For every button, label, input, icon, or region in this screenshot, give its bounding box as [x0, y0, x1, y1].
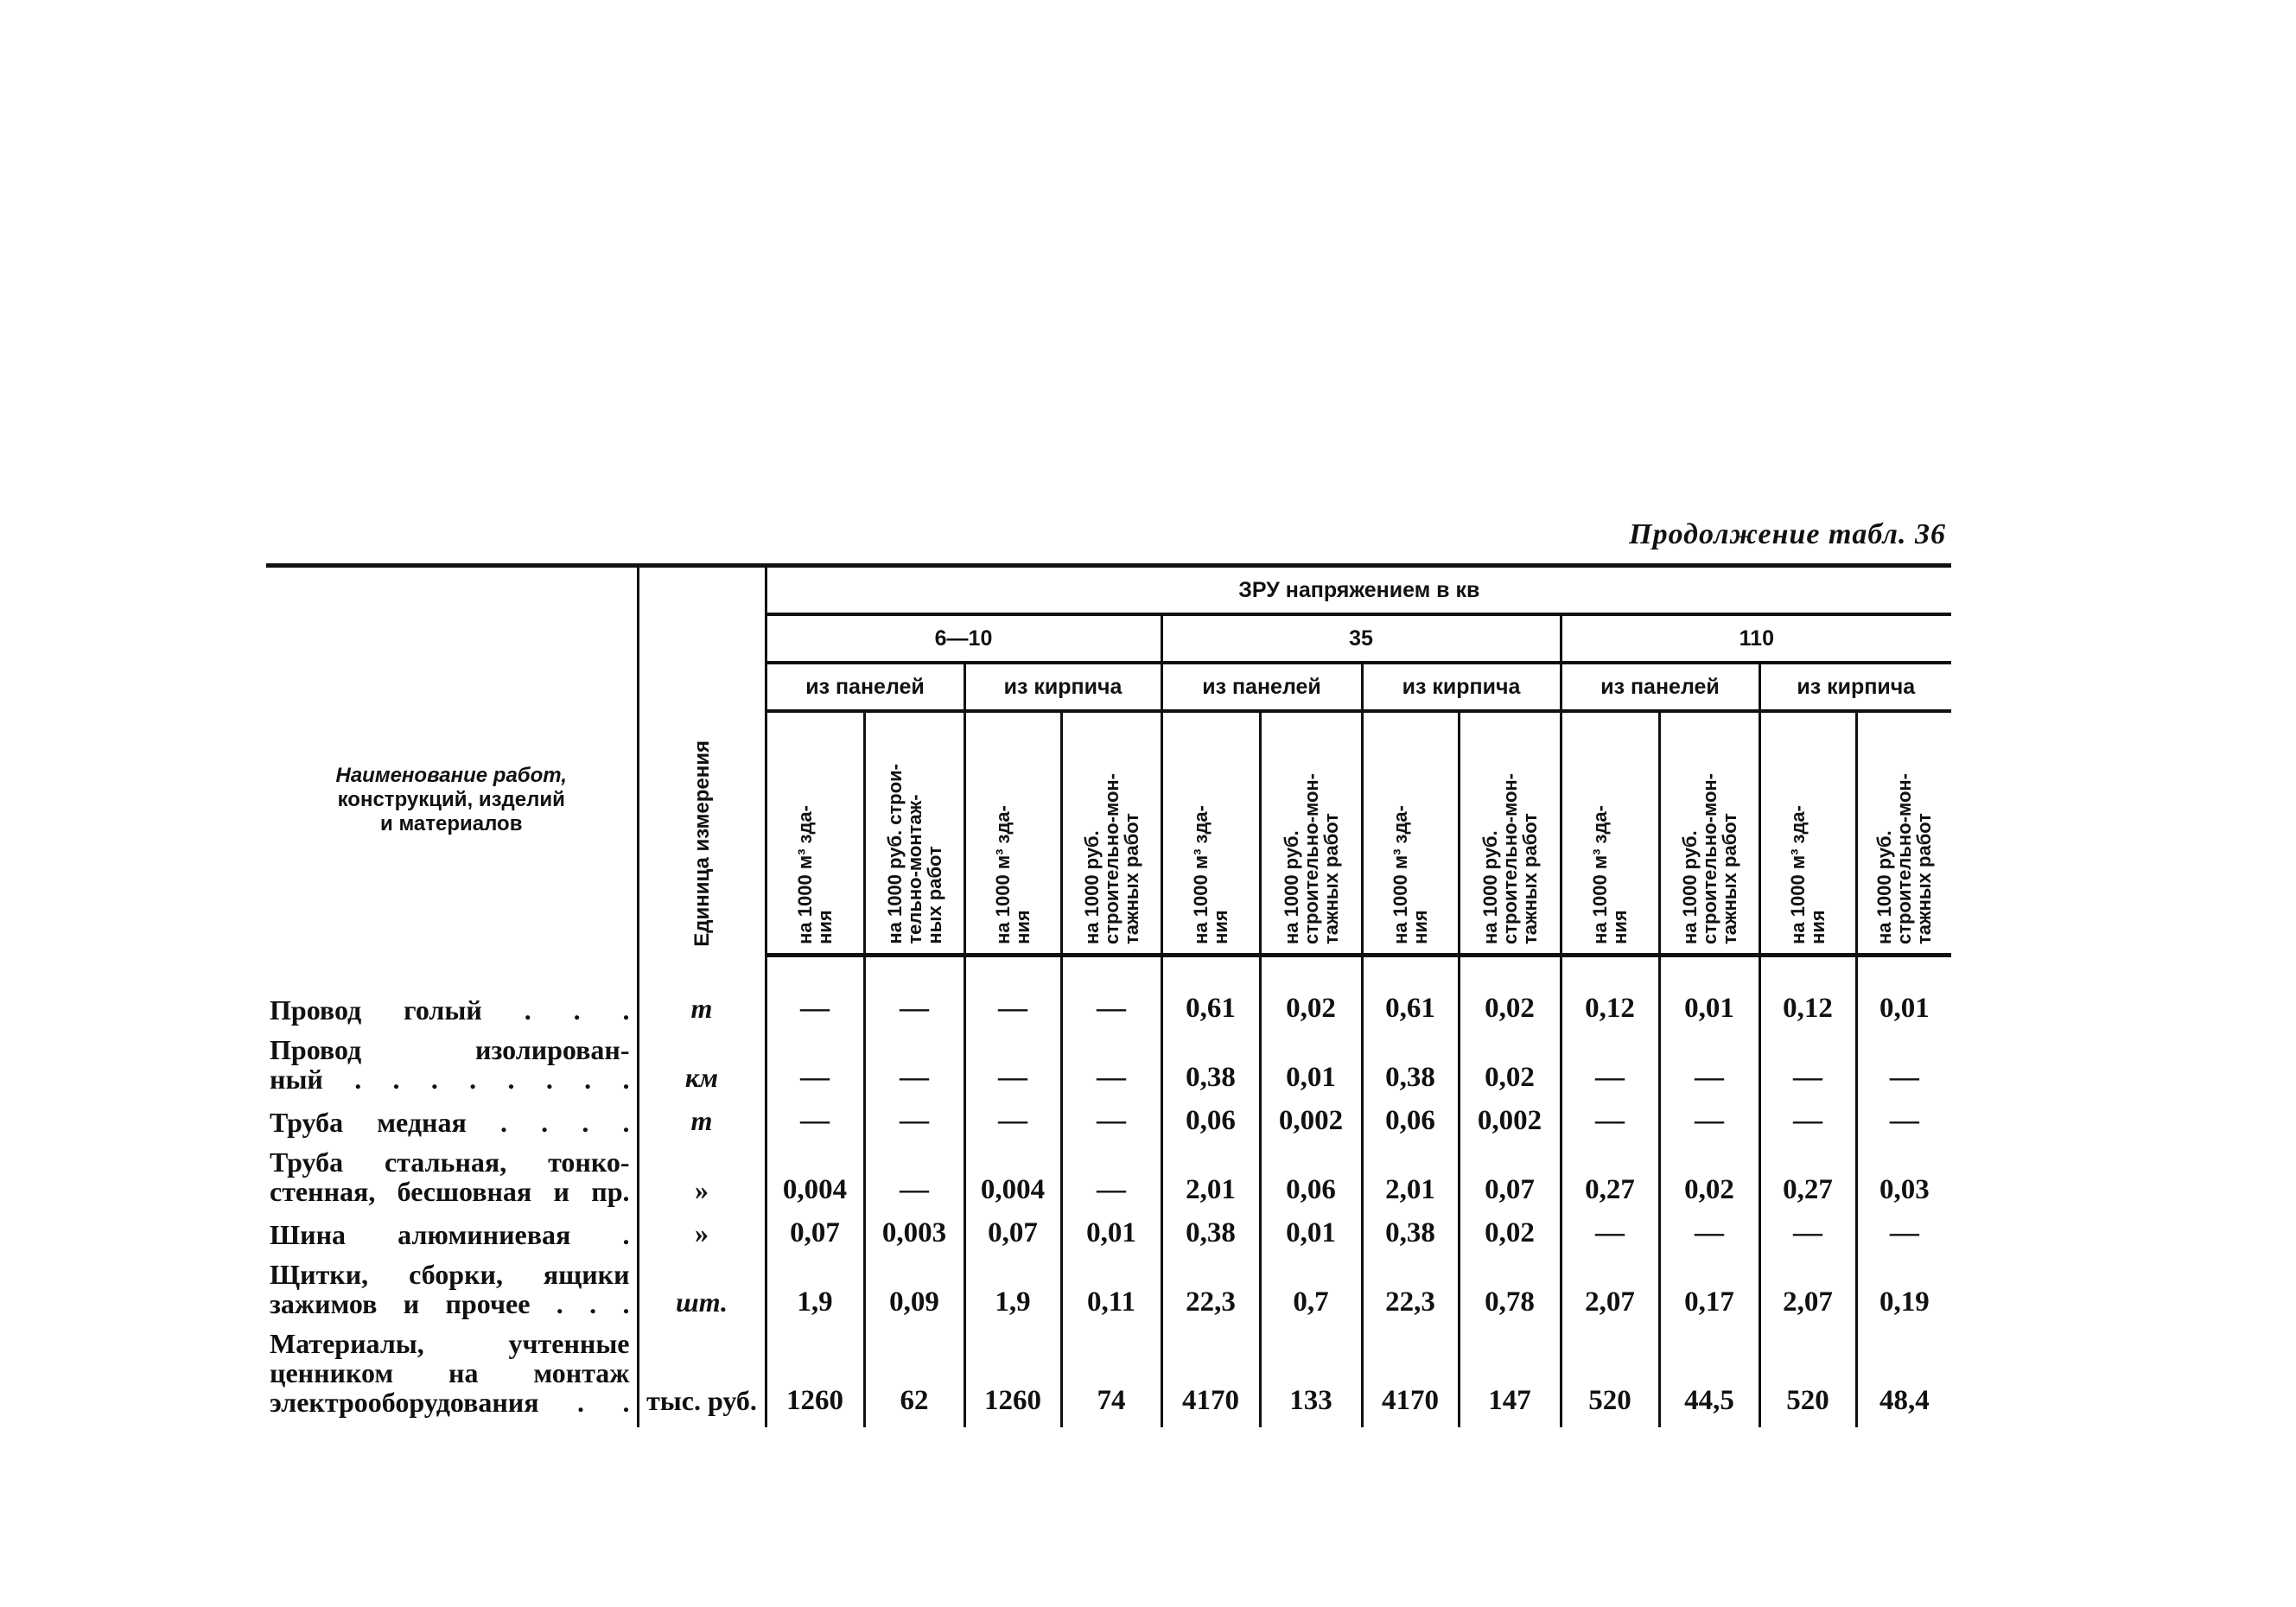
value-cell: — — [766, 1035, 864, 1104]
value-cell: 0,01 — [1879, 993, 1930, 1024]
value-cell: 0,27 — [1561, 1147, 1659, 1216]
measure-header — [1561, 711, 1659, 956]
row-name-cell — [266, 1035, 638, 1104]
row-name-line: Труба медная . . . . — [270, 1107, 630, 1138]
data-table — [266, 563, 1951, 1427]
measure-header — [1459, 711, 1561, 956]
value-cell: — — [864, 1147, 964, 1216]
value-cell: — — [964, 956, 1061, 1036]
measure-label: на 1000 руб. строительно-мон- тажных работ — [1280, 772, 1342, 944]
value-cell: 0,27 — [1759, 1147, 1856, 1216]
table-row — [266, 956, 1951, 1036]
measure-header — [1856, 711, 1951, 956]
value-cell: 0,003 — [864, 1216, 964, 1260]
voltage-group-header: ЗРУ напряжением в кв — [766, 566, 1951, 615]
value-cell: 44,5 — [1659, 1329, 1759, 1427]
value-cell: 74 — [1061, 1329, 1161, 1427]
value-cell: 0,09 — [864, 1260, 964, 1329]
value-cell: 2,07 — [1759, 1260, 1856, 1329]
row-name-line: электрооборудования . . — [270, 1387, 630, 1418]
value-cell: — — [1561, 1216, 1659, 1260]
value-cell: 0,02 — [1459, 956, 1561, 1036]
value-cell: — — [964, 1104, 1061, 1147]
value-cell: 0,004 — [766, 1147, 864, 1216]
value-cell: 0,01 — [1260, 1035, 1362, 1104]
value-cell: 520 — [1561, 1329, 1659, 1427]
value-cell: — — [1561, 1035, 1659, 1104]
measure-header — [1362, 711, 1459, 956]
value-cell: 2,01 — [1362, 1147, 1459, 1216]
value-cell: 2,01 — [1161, 1147, 1260, 1216]
value-cell: 0,02 — [1659, 1147, 1759, 1216]
value-cell: 0,06 — [1260, 1147, 1362, 1216]
measure-label: на 1000 руб. строительно-мон- тажных работ — [1873, 772, 1936, 944]
value-cell: 0,38 — [1362, 1035, 1459, 1104]
table-row — [266, 1147, 1951, 1216]
unit-header-label: Единица измерения — [690, 740, 714, 947]
measure-header — [964, 711, 1061, 956]
measure-header — [766, 711, 864, 956]
value-cell: 0,19 — [1879, 1286, 1930, 1318]
value-cell: 0,02 — [1260, 956, 1362, 1036]
material-header: из панелей — [766, 663, 964, 711]
measure-label: на 1000 руб. строи- тельно-монтаж- ных работ — [883, 764, 945, 944]
row-unit-cell: т — [638, 956, 766, 1036]
measure-label: на 1000 м³ зда- ния — [1589, 805, 1631, 944]
row-name-line: зажимов и прочее . . . — [270, 1288, 630, 1319]
value-cell: 0,07 — [964, 1216, 1061, 1260]
value-cell: — — [1659, 1035, 1759, 1104]
material-header: из панелей — [1561, 663, 1759, 711]
table-caption: Продолжение табл. 36 — [1629, 518, 1946, 550]
value-cell: 0,01 — [1061, 1216, 1161, 1260]
name-column-header — [266, 566, 638, 956]
value-cell: 133 — [1260, 1329, 1362, 1427]
name-header-line: и материалов — [380, 812, 523, 836]
row-unit-cell: т — [638, 1104, 766, 1147]
table-body — [266, 956, 1951, 1428]
row-name-line: Провод голый . . . — [270, 994, 630, 1026]
measure-header — [1061, 711, 1161, 956]
value-cell: 0,38 — [1161, 1035, 1260, 1104]
unit-column-header — [638, 566, 766, 956]
value-cell: — — [1889, 1104, 1919, 1136]
voltage-35-header: 35 — [1161, 614, 1561, 663]
value-cell: — — [1759, 1035, 1856, 1104]
value-cell: — — [1061, 956, 1161, 1036]
table-row — [266, 1035, 1951, 1104]
value-cell: 0,78 — [1459, 1260, 1561, 1329]
measure-header — [1659, 711, 1759, 956]
value-cell: — — [1889, 1216, 1919, 1248]
measure-header — [1260, 711, 1362, 956]
value-cell: 0,17 — [1659, 1260, 1759, 1329]
table-row — [266, 1329, 1951, 1427]
row-name-cell — [266, 1147, 638, 1216]
value-cell: 0,07 — [1459, 1147, 1561, 1216]
material-header: из панелей — [1161, 663, 1362, 711]
row-name-line: Провод изолирован- — [270, 1034, 630, 1065]
value-cell: 22,3 — [1362, 1260, 1459, 1329]
voltage-110-header: 110 — [1561, 614, 1951, 663]
name-header-line: Наименование работ, — [335, 764, 567, 788]
value-cell: 62 — [864, 1329, 964, 1427]
value-cell: 0,12 — [1561, 956, 1659, 1036]
measure-header — [1161, 711, 1260, 956]
measure-label: на 1000 м³ зда- ния — [1787, 805, 1829, 944]
row-unit-cell: шт. — [638, 1260, 766, 1329]
measure-label: на 1000 руб. строительно-мон- тажных работ — [1479, 772, 1541, 944]
row-name-line: Щитки, сборки, ящики — [270, 1259, 630, 1290]
value-cell: 0,38 — [1161, 1216, 1260, 1260]
value-cell: 0,07 — [766, 1216, 864, 1260]
row-name-cell — [266, 1260, 638, 1329]
value-cell: 0,06 — [1362, 1104, 1459, 1147]
value-cell: — — [964, 1035, 1061, 1104]
value-cell: — — [1659, 1216, 1759, 1260]
measure-label: на 1000 м³ зда- ния — [794, 805, 836, 944]
value-cell: 0,61 — [1161, 956, 1260, 1036]
row-unit-cell: » — [638, 1216, 766, 1260]
value-cell: 0,03 — [1879, 1174, 1930, 1205]
value-cell: — — [1061, 1104, 1161, 1147]
value-cell: 0,02 — [1459, 1035, 1561, 1104]
value-cell: 0,002 — [1260, 1104, 1362, 1147]
value-cell: — — [1759, 1216, 1856, 1260]
value-cell: 0,7 — [1260, 1260, 1362, 1329]
row-name-line: Шина алюминиевая . — [270, 1219, 630, 1250]
table-row — [266, 1260, 1951, 1329]
value-cell: — — [1759, 1104, 1856, 1147]
measure-header — [864, 711, 964, 956]
value-cell: — — [766, 956, 864, 1036]
row-name-cell — [266, 1329, 638, 1427]
value-cell: — — [864, 1035, 964, 1104]
value-cell: — — [864, 1104, 964, 1147]
material-header: из кирпича — [964, 663, 1161, 711]
value-cell: 1,9 — [766, 1260, 864, 1329]
name-header-line: конструкций, изделий — [337, 788, 565, 812]
table-row — [266, 1104, 1951, 1147]
value-cell: 520 — [1759, 1329, 1856, 1427]
value-cell: 0,11 — [1061, 1260, 1161, 1329]
value-cell: 4170 — [1362, 1329, 1459, 1427]
row-name-line: Труба стальная, тонко- — [270, 1146, 630, 1178]
measure-header — [1759, 711, 1856, 956]
value-cell: — — [1061, 1035, 1161, 1104]
row-name-line: ный . . . . . . . . — [270, 1064, 630, 1095]
value-cell: 0,02 — [1459, 1216, 1561, 1260]
value-cell: 0,01 — [1659, 956, 1759, 1036]
value-cell: — — [1659, 1104, 1759, 1147]
value-cell: 4170 — [1161, 1329, 1260, 1427]
value-cell: 147 — [1459, 1329, 1561, 1427]
value-cell: 0,06 — [1161, 1104, 1260, 1147]
value-cell: — — [1561, 1104, 1659, 1147]
row-name-cell — [266, 956, 638, 1036]
material-header: из кирпича — [1759, 663, 1951, 711]
row-name-line: стенная, бесшовная и пр. — [270, 1176, 630, 1207]
measure-label: на 1000 руб. строительно-мон- тажных работ — [1080, 772, 1142, 944]
value-cell: 22,3 — [1161, 1260, 1260, 1329]
value-cell: 1260 — [964, 1329, 1061, 1427]
measure-label: на 1000 м³ зда- ния — [992, 805, 1034, 944]
measure-label: на 1000 м³ зда- ния — [1190, 805, 1231, 944]
row-name-cell — [266, 1216, 638, 1260]
row-unit-cell: » — [638, 1147, 766, 1216]
row-unit-cell: тыс. руб. — [638, 1329, 766, 1427]
value-cell: 0,38 — [1362, 1216, 1459, 1260]
table-row — [266, 1216, 1951, 1260]
value-cell: 2,07 — [1561, 1260, 1659, 1329]
row-name-line: Материалы, учтенные — [270, 1328, 630, 1359]
value-cell: — — [1061, 1147, 1161, 1216]
voltage-6-10-header: 6—10 — [766, 614, 1161, 663]
value-cell: 0,01 — [1260, 1216, 1362, 1260]
measure-label: на 1000 м³ зда- ния — [1390, 805, 1431, 944]
value-cell: 0,12 — [1759, 956, 1856, 1036]
material-header: из кирпича — [1362, 663, 1561, 711]
value-cell: — — [864, 956, 964, 1036]
value-cell: 1260 — [766, 1329, 864, 1427]
value-cell: 48,4 — [1879, 1385, 1930, 1416]
row-unit-cell: км — [638, 1035, 766, 1104]
value-cell: 0,002 — [1459, 1104, 1561, 1147]
row-name-cell — [266, 1104, 638, 1147]
value-cell: 0,004 — [964, 1147, 1061, 1216]
value-cell: 0,61 — [1362, 956, 1459, 1036]
row-name-line: ценником на монтаж — [270, 1357, 630, 1388]
measure-label: на 1000 руб. строительно-мон- тажных работ — [1678, 772, 1740, 944]
value-cell: 1,9 — [964, 1260, 1061, 1329]
value-cell: — — [1889, 1061, 1919, 1093]
value-cell: — — [766, 1104, 864, 1147]
